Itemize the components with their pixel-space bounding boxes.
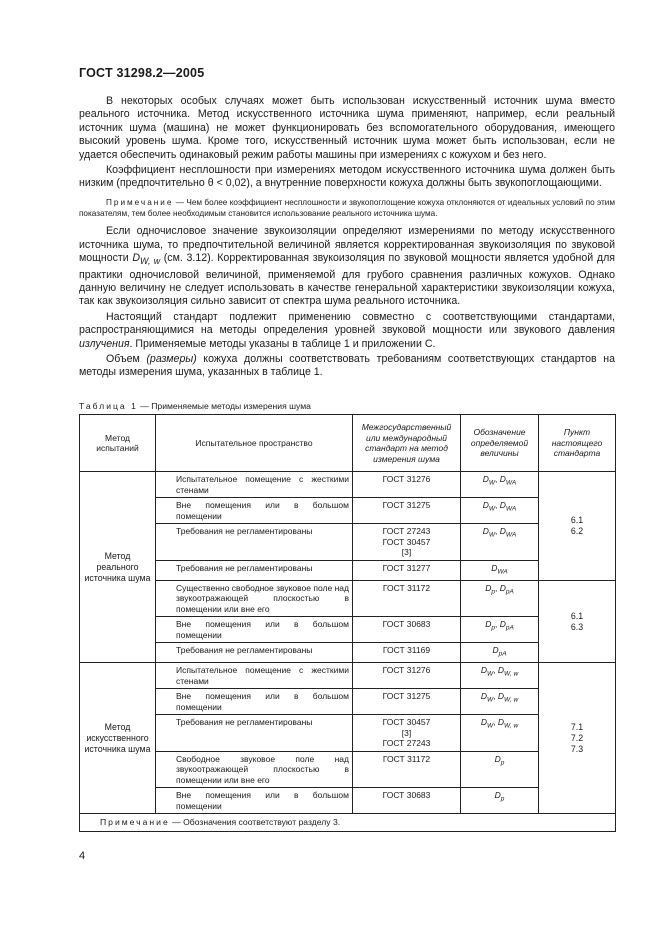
space-cell: Вне помещения или в большом помещении <box>156 788 353 814</box>
symbol-main: D <box>494 753 501 764</box>
designation-symbol <box>497 665 519 679</box>
text-line: ГОСТ 30457 <box>382 717 431 728</box>
header-designation: Обозначение определяемой величины <box>461 415 539 472</box>
header-method: Метод испытаний <box>80 415 156 472</box>
symbol-sub: W, w <box>503 723 519 731</box>
table-caption <box>79 401 311 411</box>
text-line: ГОСТ 27243 <box>382 738 431 749</box>
space-cell: Вне помещения или в большом помещении <box>156 689 353 715</box>
group-real-source <box>80 472 616 663</box>
designation-symbol <box>491 562 508 576</box>
separator: , <box>494 582 500 593</box>
symbol-main: D <box>482 526 489 536</box>
designation-symbol <box>480 717 494 731</box>
paragraph-text: Если одночисловое значение звукоизоляции определяют измерениями по методу искусственного источника шума, то предпочтительной величиной является корректированная звукоизоляция по звуковой мощности <box>79 225 615 265</box>
text-line: ГОСТ 31277 <box>382 562 431 573</box>
header-standard: Межгосударственный или международный стандарт на метод измерения шума <box>353 415 461 472</box>
text-line: 6.2 <box>570 525 584 536</box>
space-cell: Требования не регламентированы <box>156 524 353 561</box>
text-line: ГОСТ 31172 <box>382 753 431 764</box>
text-line: ГОСТ 31172 <box>382 582 431 593</box>
text-line: ГОСТ 30683 <box>382 790 431 801</box>
standard-cell <box>353 560 461 580</box>
punkt-cell <box>539 580 616 663</box>
table-row <box>80 663 616 689</box>
method-cell: Метод искусственного источника шума <box>80 663 156 814</box>
paragraph-text: . Применяемые методы указаны в таблице 1 и приложении С. <box>129 337 436 350</box>
text-line: ГОСТ 30457 <box>382 536 431 547</box>
paragraph: Коэффициент несплошности при измерениях методом искусственного источника шума должен быть низким (предпочтительно θ < 0,02), а внутренние поверхности кожуха должны быть звукопоглощающими. <box>79 164 615 190</box>
standard-cell <box>353 617 461 643</box>
designation-symbol <box>494 790 505 804</box>
text-line: ГОСТ 31276 <box>382 474 431 484</box>
symbol-sub: p <box>491 624 495 632</box>
table-caption-label: Таблица 1 <box>79 401 138 411</box>
symbol-sub: W, w <box>503 697 519 705</box>
standard-cell <box>353 689 461 715</box>
symbol-sub: pA <box>505 624 514 632</box>
symbol-sub: W <box>486 723 494 731</box>
group-artificial-source <box>80 663 616 814</box>
designation-symbol <box>480 665 494 679</box>
symbol-main: D <box>485 582 492 593</box>
symbol-sub: W <box>486 671 494 679</box>
designation-symbol <box>492 645 507 658</box>
table-note-text: — Обозначения соответствуют разделу 3. <box>169 817 341 828</box>
note-text: — Чем более коэффициент несплошности и звукопоглощение кожуха отклоняются от идеальных условий по этим показателям, тем более необходимым становится использование реального источника шума. <box>79 197 615 219</box>
separator: , <box>495 500 500 510</box>
method-cell: Метод реального источника шума <box>80 472 156 663</box>
symbol-main: D <box>480 665 487 676</box>
designation-cell <box>461 788 539 814</box>
symbol-sub: pA <box>505 588 514 596</box>
designation-symbol <box>480 691 494 705</box>
standard-cell <box>353 580 461 617</box>
table-row <box>80 560 616 580</box>
symbol-main: D <box>499 526 506 536</box>
space-cell: Вне помещения или в большом помещении <box>156 617 353 643</box>
punkt-cell <box>539 663 616 814</box>
symbol-sub: WA <box>497 568 508 576</box>
designation-cell <box>461 663 539 689</box>
symbol-main: D <box>132 252 141 265</box>
designation-symbol <box>482 526 496 539</box>
symbol-sub: W, w <box>140 256 161 267</box>
table-row <box>80 788 616 814</box>
symbol-main: D <box>499 619 506 630</box>
standard-cell <box>353 788 461 814</box>
designation-symbol <box>499 500 517 513</box>
symbol-main: D <box>494 790 501 801</box>
designation-cell <box>461 524 539 561</box>
table-row <box>80 580 616 617</box>
italic-text: излучения <box>79 337 130 350</box>
designation-symbol <box>499 619 514 632</box>
symbol-main: D <box>480 691 487 702</box>
paragraph <box>79 311 615 351</box>
symbol-main: D <box>497 691 504 702</box>
symbol <box>132 252 161 267</box>
table-row <box>80 689 616 715</box>
standard-cell <box>353 498 461 524</box>
designation-symbol <box>497 717 519 731</box>
page-number: 4 <box>79 850 86 862</box>
text-line: ГОСТ 31169 <box>382 645 431 656</box>
paragraph-text: Объем <box>106 353 147 366</box>
designation-symbol <box>499 582 514 596</box>
document-header: ГОСТ 31298.2—2005 <box>79 66 205 80</box>
designation-symbol <box>485 619 495 632</box>
designation-symbol <box>485 582 495 596</box>
text-line: 6.1 <box>570 610 584 621</box>
table-row <box>80 524 616 561</box>
text-line: ГОСТ 31275 <box>382 500 431 510</box>
symbol-sub: W, w <box>503 671 519 679</box>
table-row <box>80 751 616 788</box>
symbol-sub: pA <box>498 650 507 658</box>
body-text <box>79 95 615 382</box>
standard-cell <box>353 472 461 498</box>
symbol-sub: W <box>488 479 496 487</box>
symbol-sub: p <box>491 588 495 596</box>
paragraph-text: кожуха должны соответствовать требованиям соответствующих стандартов на методы измерения шума, указанных в таблице 1. <box>79 353 615 379</box>
standard-cell <box>353 524 461 561</box>
space-cell: Испытательное помещение с жесткими стенами <box>156 472 353 498</box>
text-line: 7.1 <box>570 721 584 732</box>
standard-cell <box>353 751 461 788</box>
symbol-sub: WA <box>505 505 517 513</box>
designation-cell <box>461 751 539 788</box>
designation-symbol <box>482 500 496 513</box>
symbol-sub: p <box>500 796 505 804</box>
separator: , <box>494 619 500 630</box>
designation-cell <box>461 580 539 617</box>
symbol-main: D <box>499 582 506 593</box>
designation-cell <box>461 472 539 498</box>
note-label: Примечание <box>106 197 174 207</box>
paragraph <box>79 353 615 380</box>
symbol-main: D <box>497 665 504 676</box>
table-row <box>80 715 616 752</box>
separator: , <box>495 474 500 484</box>
symbol-main: D <box>482 474 489 484</box>
separator: , <box>495 526 500 536</box>
space-cell: Вне помещения или в большом помещении <box>156 498 353 524</box>
text-line: 7.3 <box>570 743 584 754</box>
designation-cell <box>461 643 539 663</box>
designation-cell <box>461 715 539 752</box>
symbol-sub: W <box>486 697 494 705</box>
space-cell: Испытательное помещение с жесткими стенами <box>156 663 353 689</box>
symbol-main: D <box>499 474 506 484</box>
text-line: ГОСТ 31275 <box>382 691 431 702</box>
table-row <box>80 617 616 643</box>
designation-symbol <box>494 753 505 767</box>
text-line: 6.3 <box>570 621 584 632</box>
designation-symbol <box>482 474 496 487</box>
symbol-sub: p <box>500 759 505 767</box>
text-line: ГОСТ 31276 <box>382 665 431 676</box>
italic-text: (размеры) <box>146 353 197 366</box>
standard-cell <box>353 643 461 663</box>
symbol-sub: W <box>488 505 496 513</box>
space-cell: Требования не регламентированы <box>156 643 353 663</box>
space-cell: Требования не регламентированы <box>156 715 353 752</box>
note <box>79 197 615 219</box>
symbol-main: D <box>480 717 487 728</box>
header-space: Испытательное пространство <box>156 415 353 472</box>
designation-cell <box>461 560 539 580</box>
standard-cell <box>353 715 461 752</box>
designation-symbol <box>497 691 519 705</box>
table-note-label: Примечание <box>100 817 170 828</box>
text-line: 6.1 <box>570 514 584 525</box>
space-cell: Свободное звуковое поле над звукоотражающей плоскостью в помещении или вне его <box>156 751 353 788</box>
separator: , <box>493 691 498 702</box>
table-row <box>80 472 616 498</box>
symbol-main: D <box>499 500 506 510</box>
paragraph-text: (см. 3.12). Корректированная звукоизоляция по звуковой мощности является удобной для практики одночисловой величиной, применяемой для грубого сравнения различных кожухов. Однако данную величину не следует использовать в качестве генеральной характеристики звукоизоляции кожуха, так как звукоизоляция сильно зависит от спектра шума реального источника. <box>79 252 615 308</box>
space-cell: Существенно свободное звуковое поле над звукоотражающей плоскостью в помещении или вне его <box>156 580 353 617</box>
symbol-main: D <box>485 619 492 630</box>
designation-symbol <box>499 526 517 539</box>
text-line: [3] <box>401 727 412 738</box>
symbol-main: D <box>482 500 489 510</box>
designation-cell <box>461 498 539 524</box>
symbol-sub: WA <box>505 531 517 539</box>
separator: , <box>493 665 498 676</box>
symbol-main: D <box>491 562 498 573</box>
designation-symbol <box>499 474 517 487</box>
header-punkt: Пункт настоящего стандарта <box>539 415 616 472</box>
paragraph-text: Настоящий стандарт подлежит применению совместно с соответствующими стандартами, распространяющимися на методы определения уровней звуковой мощности или звукового давления <box>79 310 615 337</box>
designation-cell <box>461 689 539 715</box>
standard-cell <box>353 663 461 689</box>
punkt-cell <box>539 472 616 581</box>
table-row <box>80 498 616 524</box>
symbol-main: D <box>492 645 499 656</box>
separator: , <box>493 717 498 728</box>
symbol-sub: W <box>488 531 496 539</box>
text-line: ГОСТ 30683 <box>382 619 431 630</box>
text-line: [3] <box>401 547 412 557</box>
paragraph <box>79 225 615 309</box>
symbol-sub: WA <box>505 479 517 487</box>
methods-table <box>79 414 616 832</box>
table-caption-text: — Применяемые методы измерения шума <box>137 401 311 411</box>
text-line: ГОСТ 27243 <box>382 526 431 536</box>
text-line: 7.2 <box>570 732 584 743</box>
paragraph: В некоторых особых случаях может быть использован искусственный источник шума вместо реального источника. Метод искусственного источника шума применяют, например, если реальный источник шума (машина) не может функционировать без вспомогательного оборудования, имеющего высокий уровень шума. Кроме того, искусственный источник шума может быть использован, если не удается обеспечить одинаковый режим работы машины при измерениях с кожухом и без него. <box>79 95 615 161</box>
table-row <box>80 643 616 663</box>
symbol-main: D <box>497 717 504 728</box>
table-note <box>80 814 616 832</box>
table-note-row <box>80 814 616 832</box>
table-header-row <box>80 415 616 472</box>
designation-cell <box>461 617 539 643</box>
space-cell: Требования не регламентированы <box>156 560 353 580</box>
